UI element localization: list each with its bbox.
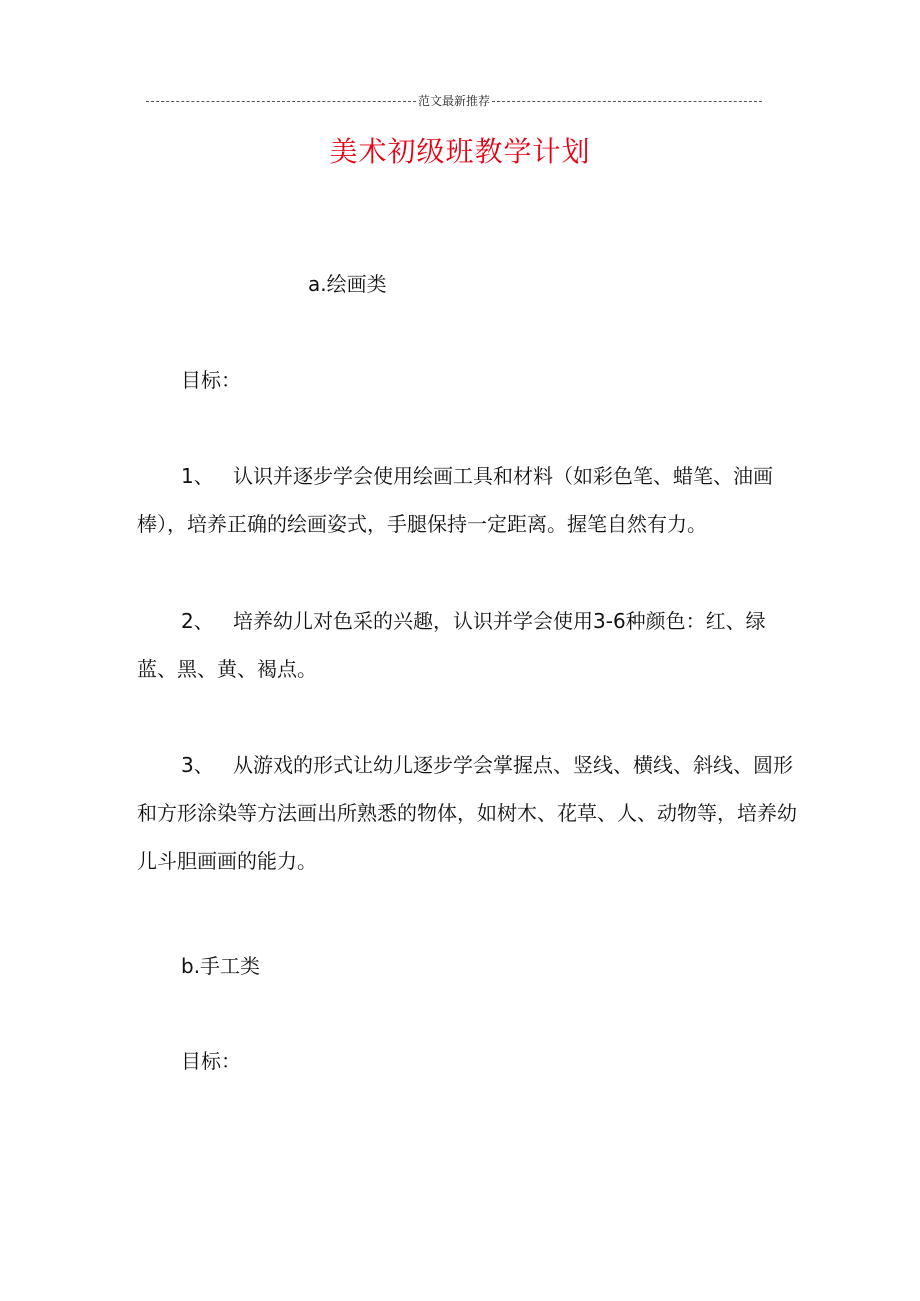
- goal-item-1: [137, 452, 797, 548]
- goal-item-2-text: 培养幼儿对色采的兴趣，认识并学会使用3-6种颜色：红、绿蓝、黑、黄、褐点。: [137, 609, 766, 681]
- document-title: 美术初级班教学计划: [329, 135, 591, 168]
- goal-item-2-number: 2、: [181, 609, 214, 633]
- goal-item-1-number: 1、: [181, 464, 214, 488]
- goal-item-3-text: 从游戏的形式让幼儿逐步学会掌握点、竖线、横线、斜线、圆形和方形涂染等方法画出所熟悉的物体，如树木、花草、人、动物等，培养幼儿斗胆画画的能力。: [137, 753, 797, 873]
- header-label: 范文最新推荐: [418, 94, 491, 108]
- goal-item-1-text: 认识并逐步学会使用绘画工具和材料（如彩色笔、蜡笔、油画棒），培养正确的绘画姿式，手腿保持一定距离。握笔自然有力。: [137, 464, 773, 536]
- section-heading-painting: a.绘画类: [308, 272, 387, 296]
- header-dash-left: [146, 101, 416, 102]
- header-banner: [146, 93, 762, 109]
- goal-item-2: [137, 597, 797, 693]
- header-dash-right: [492, 101, 762, 102]
- goal-item-3-number: 3、: [181, 753, 214, 777]
- goal-label-handcraft: 目标：: [181, 1049, 241, 1073]
- goal-item-3: [137, 741, 797, 885]
- section-heading-handcraft: b.手工类: [181, 954, 261, 978]
- goal-label-painting: 目标：: [181, 368, 241, 392]
